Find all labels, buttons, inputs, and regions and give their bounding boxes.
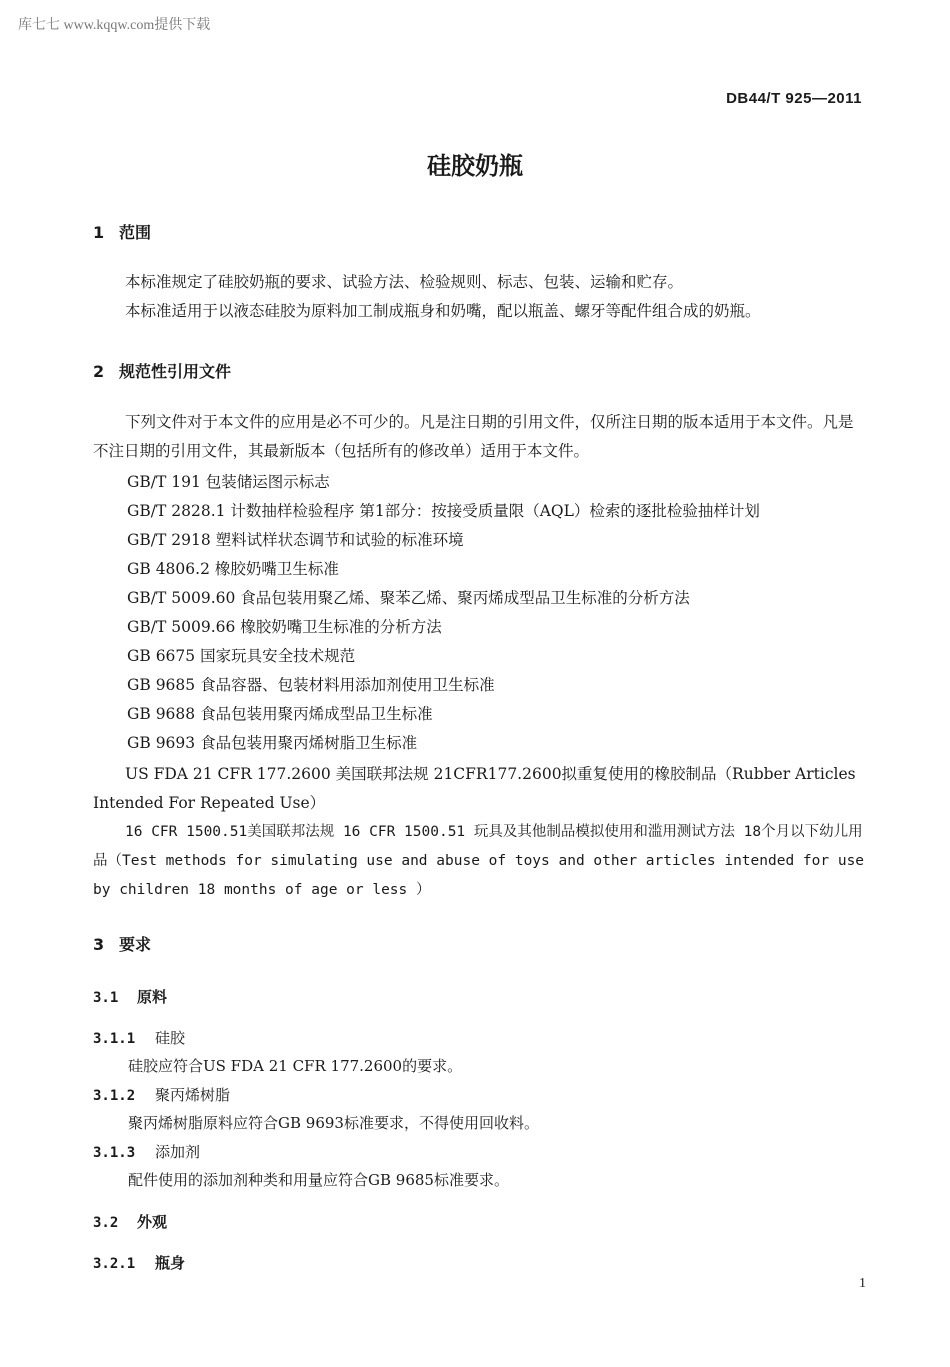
reference-item: GB 9693 食品包装用聚丙烯树脂卫生标准 — [127, 734, 418, 752]
scope-paragraph-1: 本标准规定了硅胶奶瓶的要求、试验方法、检验规则、标志、包装、运输和贮存。 — [125, 273, 684, 291]
reference-item: GB/T 5009.66 橡胶奶嘴卫生标准的分析方法 — [127, 618, 442, 636]
subsection-3-1-3-text: 配件使用的添加剂种类和用量应符合GB 9685标准要求。 — [128, 1171, 509, 1189]
section-number: 3 — [93, 935, 105, 954]
page-title: 硅胶奶瓶 — [427, 152, 523, 180]
reference-item: GB/T 2828.1 计数抽样检验程序 第1部分：按接受质量限（AQL）检索的逐批检验抽样计划 — [127, 502, 760, 520]
reference-item: GB 6675 国家玩具安全技术规范 — [127, 647, 356, 665]
section-number: 3.1.1 — [93, 1031, 136, 1047]
scope-paragraph-2: 本标准适用于以液态硅胶为原料加工制成瓶身和奶嘴，配以瓶盖、螺牙等配件组合成的奶瓶。 — [125, 302, 761, 320]
section-number: 1 — [93, 223, 105, 242]
section-title: 要求 — [119, 935, 152, 954]
section-number: 3.1.3 — [93, 1145, 136, 1161]
section-number: 2 — [93, 362, 105, 381]
references-intro: 下列文件对于本文件的应用是必不可少的。凡是注日期的引用文件，仅所注日期的版本适用于本文件。凡是不注日期的引用文件，其最新版本（包括所有的修改单）适用于本文件。 — [93, 413, 854, 460]
subsection-3-2-1-heading — [93, 1252, 185, 1273]
reference-fda: US FDA 21 CFR 177.2600 美国联邦法规 21CFR177.2600拟重复使用的橡胶制品（Rubber Articles Intended For Repeated Use） — [93, 765, 856, 812]
section-number: 3.2.1 — [93, 1256, 136, 1272]
subsection-3-2-heading — [93, 1211, 167, 1232]
section-3-heading — [93, 932, 151, 955]
reference-item: GB/T 2918 塑料试样状态调节和试验的标准环境 — [127, 531, 464, 549]
section-title: 添加剂 — [155, 1143, 201, 1161]
subsection-3-1-2-text: 聚丙烯树脂原料应符合GB 9693标准要求，不得使用回收料。 — [128, 1114, 539, 1132]
document-number: DB44/T 925—2011 — [726, 90, 862, 107]
subsection-3-1-2-heading — [93, 1084, 230, 1105]
section-2-heading — [93, 359, 231, 382]
subsection-3-1-heading — [93, 986, 167, 1007]
reference-item: GB 4806.2 橡胶奶嘴卫生标准 — [127, 560, 339, 578]
section-title: 原料 — [137, 988, 168, 1006]
section-title: 硅胶 — [155, 1029, 186, 1047]
watermark: 库七七 www.kqqw.com提供下载 — [18, 18, 211, 33]
section-title: 规范性引用文件 — [119, 362, 232, 381]
section-number: 3.1 — [93, 990, 119, 1006]
subsection-3-1-1-text: 硅胶应符合US FDA 21 CFR 177.2600的要求。 — [128, 1057, 463, 1075]
reference-item: GB/T 5009.60 食品包装用聚乙烯、聚苯乙烯、聚丙烯成型品卫生标准的分析方法 — [127, 589, 690, 607]
section-title: 外观 — [137, 1213, 168, 1231]
reference-cfr: 16 CFR 1500.51美国联邦法规 16 CFR 1500.51 玩具及其他制品模拟使用和滥用测试方法 18个月以下幼儿用品（Test methods for simulating use and abuse of toys and other articles intended for use by children 18 months of age or less ） — [93, 824, 865, 898]
section-1-heading — [93, 220, 151, 243]
section-title: 瓶身 — [155, 1254, 186, 1272]
reference-item: GB/T 191 包装储运图示标志 — [127, 473, 330, 491]
section-title: 范围 — [119, 223, 152, 242]
subsection-3-1-1-heading — [93, 1027, 185, 1048]
reference-item: GB 9685 食品容器、包装材料用添加剂使用卫生标准 — [127, 676, 495, 694]
section-title: 聚丙烯树脂 — [155, 1086, 231, 1104]
section-number: 3.2 — [93, 1215, 119, 1231]
page-number: 1 — [859, 1276, 866, 1291]
section-number: 3.1.2 — [93, 1088, 136, 1104]
subsection-3-1-3-heading — [93, 1141, 200, 1162]
reference-item: GB 9688 食品包装用聚丙烯成型品卫生标准 — [127, 705, 433, 723]
